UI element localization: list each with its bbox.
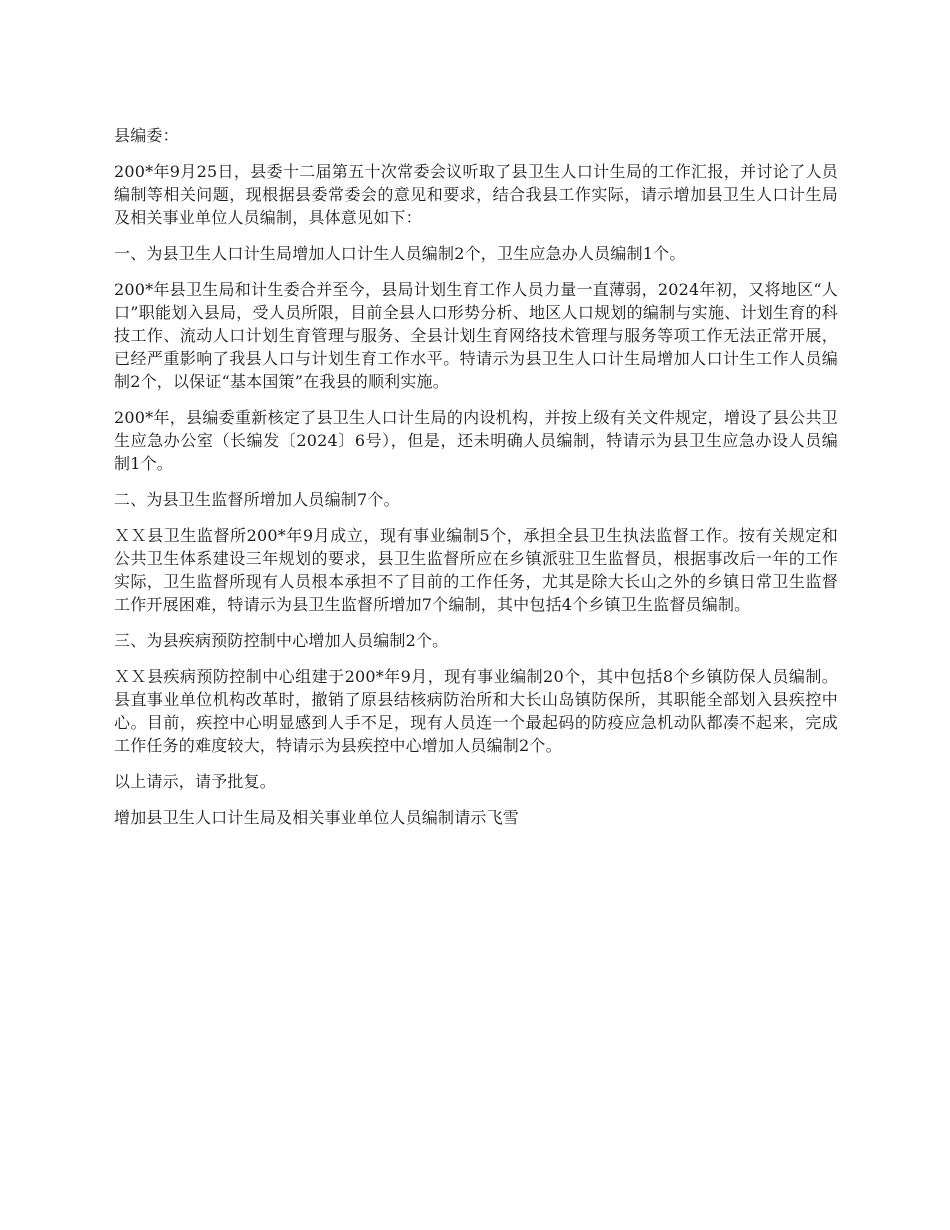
- paragraph-2: ＸＸ县卫生监督所200*年9月成立，现有事业编制5个，承担全县卫生执法监督工作。按有关规定和公共卫生体系建设三年规划的要求，县卫生监督所应在乡镇派驻卫生监督员，根据事改后一年的工作实际，卫生监督所现有人员根本承担不了目前的工作任务，尤其是除大长山之外的乡镇日常卫生监督工作开展困难，特请示为县卫生监督所增加7个编制，其中包括4个乡镇卫生监督员编制。: [114, 526, 838, 614]
- closing-request: 以上请示，请予批复。: [114, 772, 277, 791]
- paragraph-1b: 200*年，县编委重新核定了县卫生人口计生局的内设机构，并按上级有关文件规定，增设了县公共卫生应急办公室（长编发〔2024〕6号），但是，还未明确人员编制，特请示为县卫生应急办设人员编制1个。: [114, 408, 838, 473]
- salutation: 县编委：: [114, 126, 179, 145]
- paragraph-1a: 200*年县卫生局和计生委合并至今，县局计划生育工作人员力量一直薄弱，2024年初，又将地区“人口”职能划入县局，受人员所限，目前全县人口形势分析、地区人口规划的编制与实施、计划生育的科技工作、流动人口计划生育管理与服务、全县计划生育网络技术管理与服务等项工作无法正常开展，已经严重影响了我县人口与计划生育工作水平。特请示为县卫生人口计生局增加人口计生工作人员编制2个，以保证“基本国策”在我县的顺利实施。: [114, 280, 838, 391]
- section-heading-1: 一、为县卫生人口计生局增加人口计生人员编制2个，卫生应急办人员编制1个。: [114, 244, 686, 263]
- section-heading-3: 三、为县疾病预防控制中心增加人员编制2个。: [114, 631, 449, 650]
- paragraph-intro: 200*年9月25日，县委十二届第五十次常委会议听取了县卫生人口计生局的工作汇报，并讨论了人员编制等相关问题，现根据县委常委会的意见和要求，结合我县工作实际，请示增加县卫生人口计生局及相关事业单位人员编制，具体意见如下：: [114, 162, 838, 227]
- document-footer-title: 增加县卫生人口计生局及相关事业单位人员编制请示飞雪: [114, 808, 520, 827]
- section-heading-2: 二、为县卫生监督所增加人员编制7个。: [114, 490, 400, 509]
- paragraph-3: ＸＸ县疾病预防控制中心组建于200*年9月，现有事业编制20个，其中包括8个乡镇防保人员编制。县直事业单位机构改革时，撤销了原县结核病防治所和大长山岛镇防保所，其职能全部划入县疾控中心。目前，疾控中心明显感到人手不足，现有人员连一个最起码的防疫应急机动队都凑不起来，完成工作任务的难度较大，特请示为县疾控中心增加人员编制2个。: [114, 667, 838, 755]
